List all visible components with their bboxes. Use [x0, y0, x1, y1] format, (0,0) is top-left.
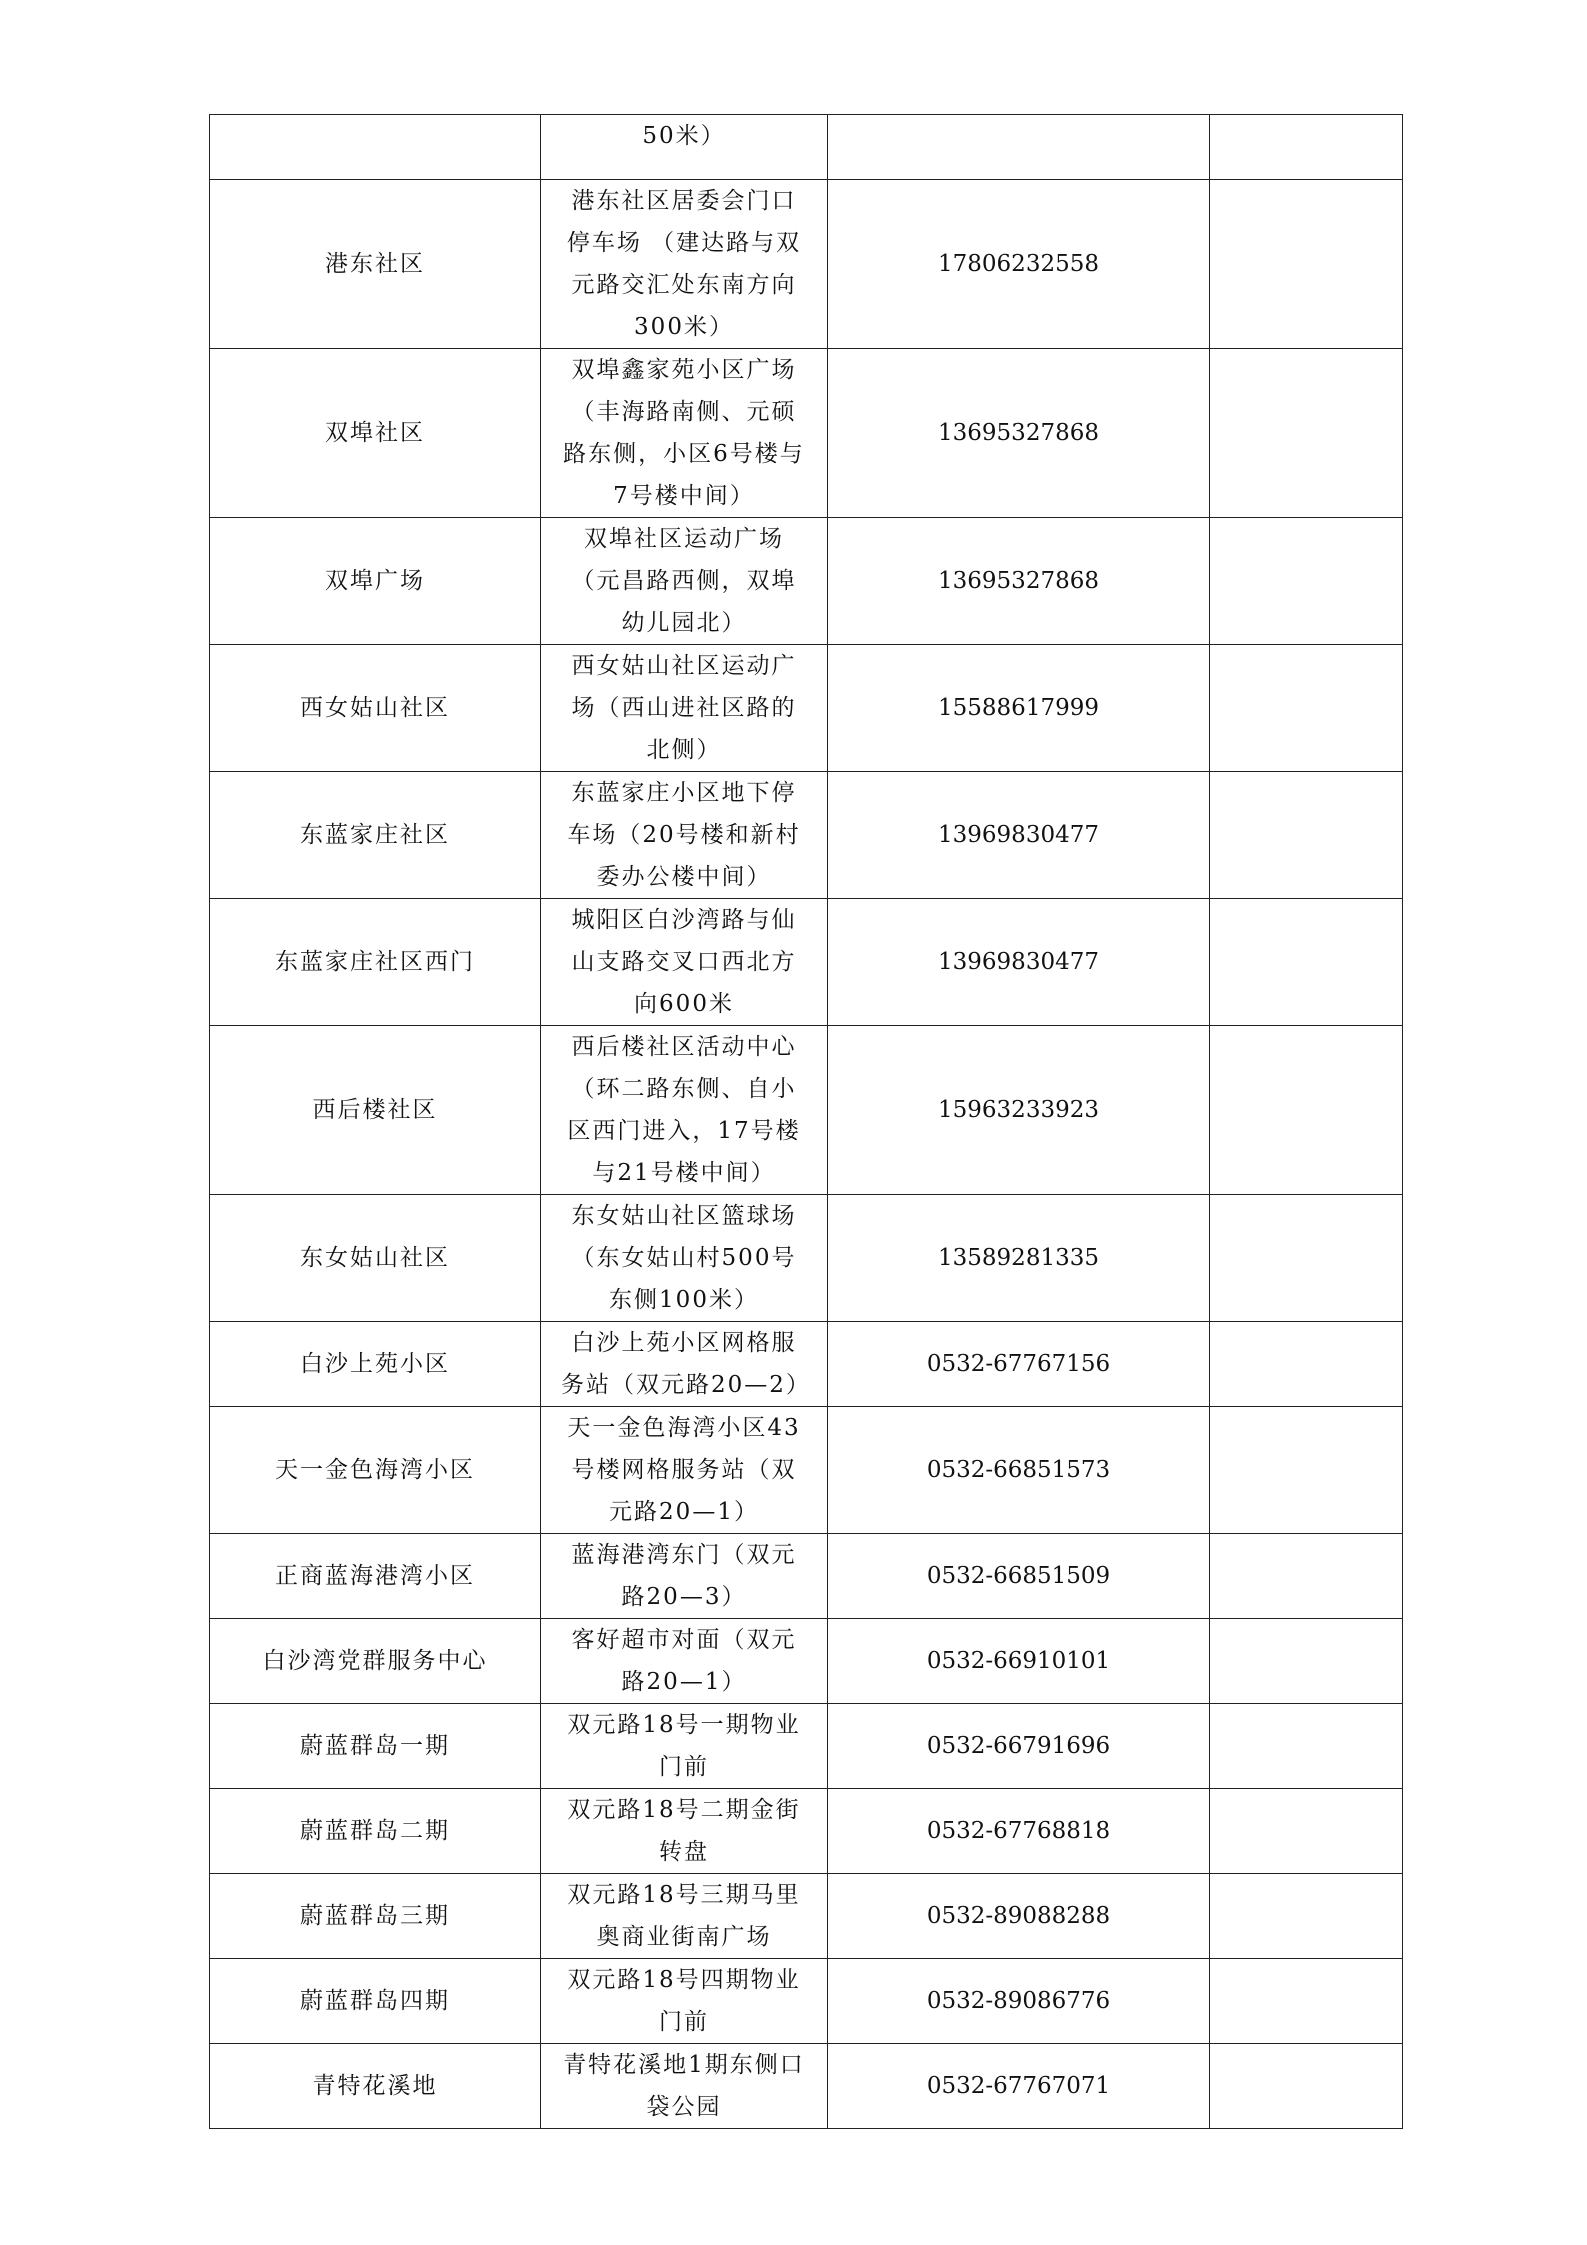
cell-location: 双埠鑫家苑小区广场（丰海路南侧、元硕路东侧，小区6号楼与7号楼中间） [541, 349, 828, 518]
cell-phone: 0532-66791696 [828, 1704, 1210, 1789]
cell-site-name: 西女姑山社区 [210, 645, 541, 772]
cell-site-name: 蔚蓝群岛四期 [210, 1959, 541, 2044]
cell-note [1210, 2044, 1403, 2129]
table-row [210, 349, 1403, 518]
cell-site-name: 西后楼社区 [210, 1026, 541, 1195]
cell-site-name: 双埠社区 [210, 349, 541, 518]
cell-location: 双埠社区运动广场（元昌路西侧，双埠幼儿园北） [541, 518, 828, 645]
cell-note [1210, 1195, 1403, 1322]
cell-location: 东女姑山社区篮球场（东女姑山村500号东侧100米） [541, 1195, 828, 1322]
cell-note [1210, 349, 1403, 518]
cell-location: 城阳区白沙湾路与仙山支路交叉口西北方向600米 [541, 899, 828, 1026]
cell-site-name [210, 115, 541, 180]
table-row [210, 1195, 1403, 1322]
cell-phone: 13969830477 [828, 899, 1210, 1026]
cell-site-name: 东蓝家庄社区 [210, 772, 541, 899]
cell-note [1210, 1959, 1403, 2044]
cell-site-name: 港东社区 [210, 180, 541, 349]
table-row [210, 2044, 1403, 2129]
table-row [210, 1874, 1403, 1959]
cell-note [1210, 115, 1403, 180]
cell-site-name: 蔚蓝群岛二期 [210, 1789, 541, 1874]
table-row [210, 772, 1403, 899]
cell-location: 双元路18号一期物业门前 [541, 1704, 828, 1789]
cell-phone: 0532-66851509 [828, 1534, 1210, 1619]
table-row [210, 645, 1403, 772]
table-row [210, 1407, 1403, 1534]
cell-note [1210, 645, 1403, 772]
cell-phone: 13695327868 [828, 349, 1210, 518]
cell-note [1210, 518, 1403, 645]
cell-location: 双元路18号四期物业门前 [541, 1959, 828, 2044]
cell-location: 青特花溪地1期东侧口袋公园 [541, 2044, 828, 2129]
cell-note [1210, 1026, 1403, 1195]
cell-site-name: 东蓝家庄社区西门 [210, 899, 541, 1026]
table-row [210, 115, 1403, 180]
cell-note [1210, 1789, 1403, 1874]
cell-site-name: 白沙湾党群服务中心 [210, 1619, 541, 1704]
cell-note [1210, 899, 1403, 1026]
cell-phone [828, 115, 1210, 180]
cell-note [1210, 1619, 1403, 1704]
cell-site-name: 天一金色海湾小区 [210, 1407, 541, 1534]
table-row [210, 1619, 1403, 1704]
table-row [210, 899, 1403, 1026]
cell-phone: 13969830477 [828, 772, 1210, 899]
cell-site-name: 东女姑山社区 [210, 1195, 541, 1322]
cell-phone: 15588617999 [828, 645, 1210, 772]
cell-note [1210, 1407, 1403, 1534]
table-row [210, 1534, 1403, 1619]
cell-location: 天一金色海湾小区43号楼网格服务站（双元路20—1） [541, 1407, 828, 1534]
table-row [210, 1959, 1403, 2044]
cell-note [1210, 1534, 1403, 1619]
cell-note [1210, 1874, 1403, 1959]
cell-phone: 0532-66910101 [828, 1619, 1210, 1704]
cell-phone: 13695327868 [828, 518, 1210, 645]
table-row [210, 180, 1403, 349]
cell-note [1210, 180, 1403, 349]
cell-site-name: 蔚蓝群岛三期 [210, 1874, 541, 1959]
cell-location: 西后楼社区活动中心（环二路东侧、自小区西门进入，17号楼与21号楼中间） [541, 1026, 828, 1195]
cell-site-name: 蔚蓝群岛一期 [210, 1704, 541, 1789]
cell-location: 蓝海港湾东门（双元路20—3） [541, 1534, 828, 1619]
cell-phone: 0532-89088288 [828, 1874, 1210, 1959]
cell-site-name: 正商蓝海港湾小区 [210, 1534, 541, 1619]
table-row [210, 518, 1403, 645]
cell-location: 白沙上苑小区网格服务站（双元路20—2） [541, 1322, 828, 1407]
cell-location: 港东社区居委会门口停车场 （建达路与双元路交汇处东南方向300米） [541, 180, 828, 349]
cell-phone: 17806232558 [828, 180, 1210, 349]
cell-note [1210, 1322, 1403, 1407]
cell-phone: 0532-67767071 [828, 2044, 1210, 2129]
cell-phone: 15963233923 [828, 1026, 1210, 1195]
cell-phone: 0532-67768818 [828, 1789, 1210, 1874]
cell-location: 双元路18号三期马里奥商业街南广场 [541, 1874, 828, 1959]
table-row [210, 1789, 1403, 1874]
cell-location: 东蓝家庄小区地下停车场（20号楼和新村委办公楼中间） [541, 772, 828, 899]
cell-location: 西女姑山社区运动广场（西山进社区路的北侧） [541, 645, 828, 772]
cell-note [1210, 1704, 1403, 1789]
cell-site-name: 双埠广场 [210, 518, 541, 645]
table-row [210, 1322, 1403, 1407]
cell-location: 双元路18号二期金街转盘 [541, 1789, 828, 1874]
table-row [210, 1026, 1403, 1195]
cell-phone: 0532-67767156 [828, 1322, 1210, 1407]
table-row [210, 1704, 1403, 1789]
cell-location: 客好超市对面（双元路20—1） [541, 1619, 828, 1704]
sites-table [209, 114, 1403, 2129]
cell-phone: 13589281335 [828, 1195, 1210, 1322]
cell-phone: 0532-66851573 [828, 1407, 1210, 1534]
cell-site-name: 青特花溪地 [210, 2044, 541, 2129]
cell-site-name: 白沙上苑小区 [210, 1322, 541, 1407]
cell-phone: 0532-89086776 [828, 1959, 1210, 2044]
cell-location: 50米） [541, 115, 828, 180]
cell-note [1210, 772, 1403, 899]
